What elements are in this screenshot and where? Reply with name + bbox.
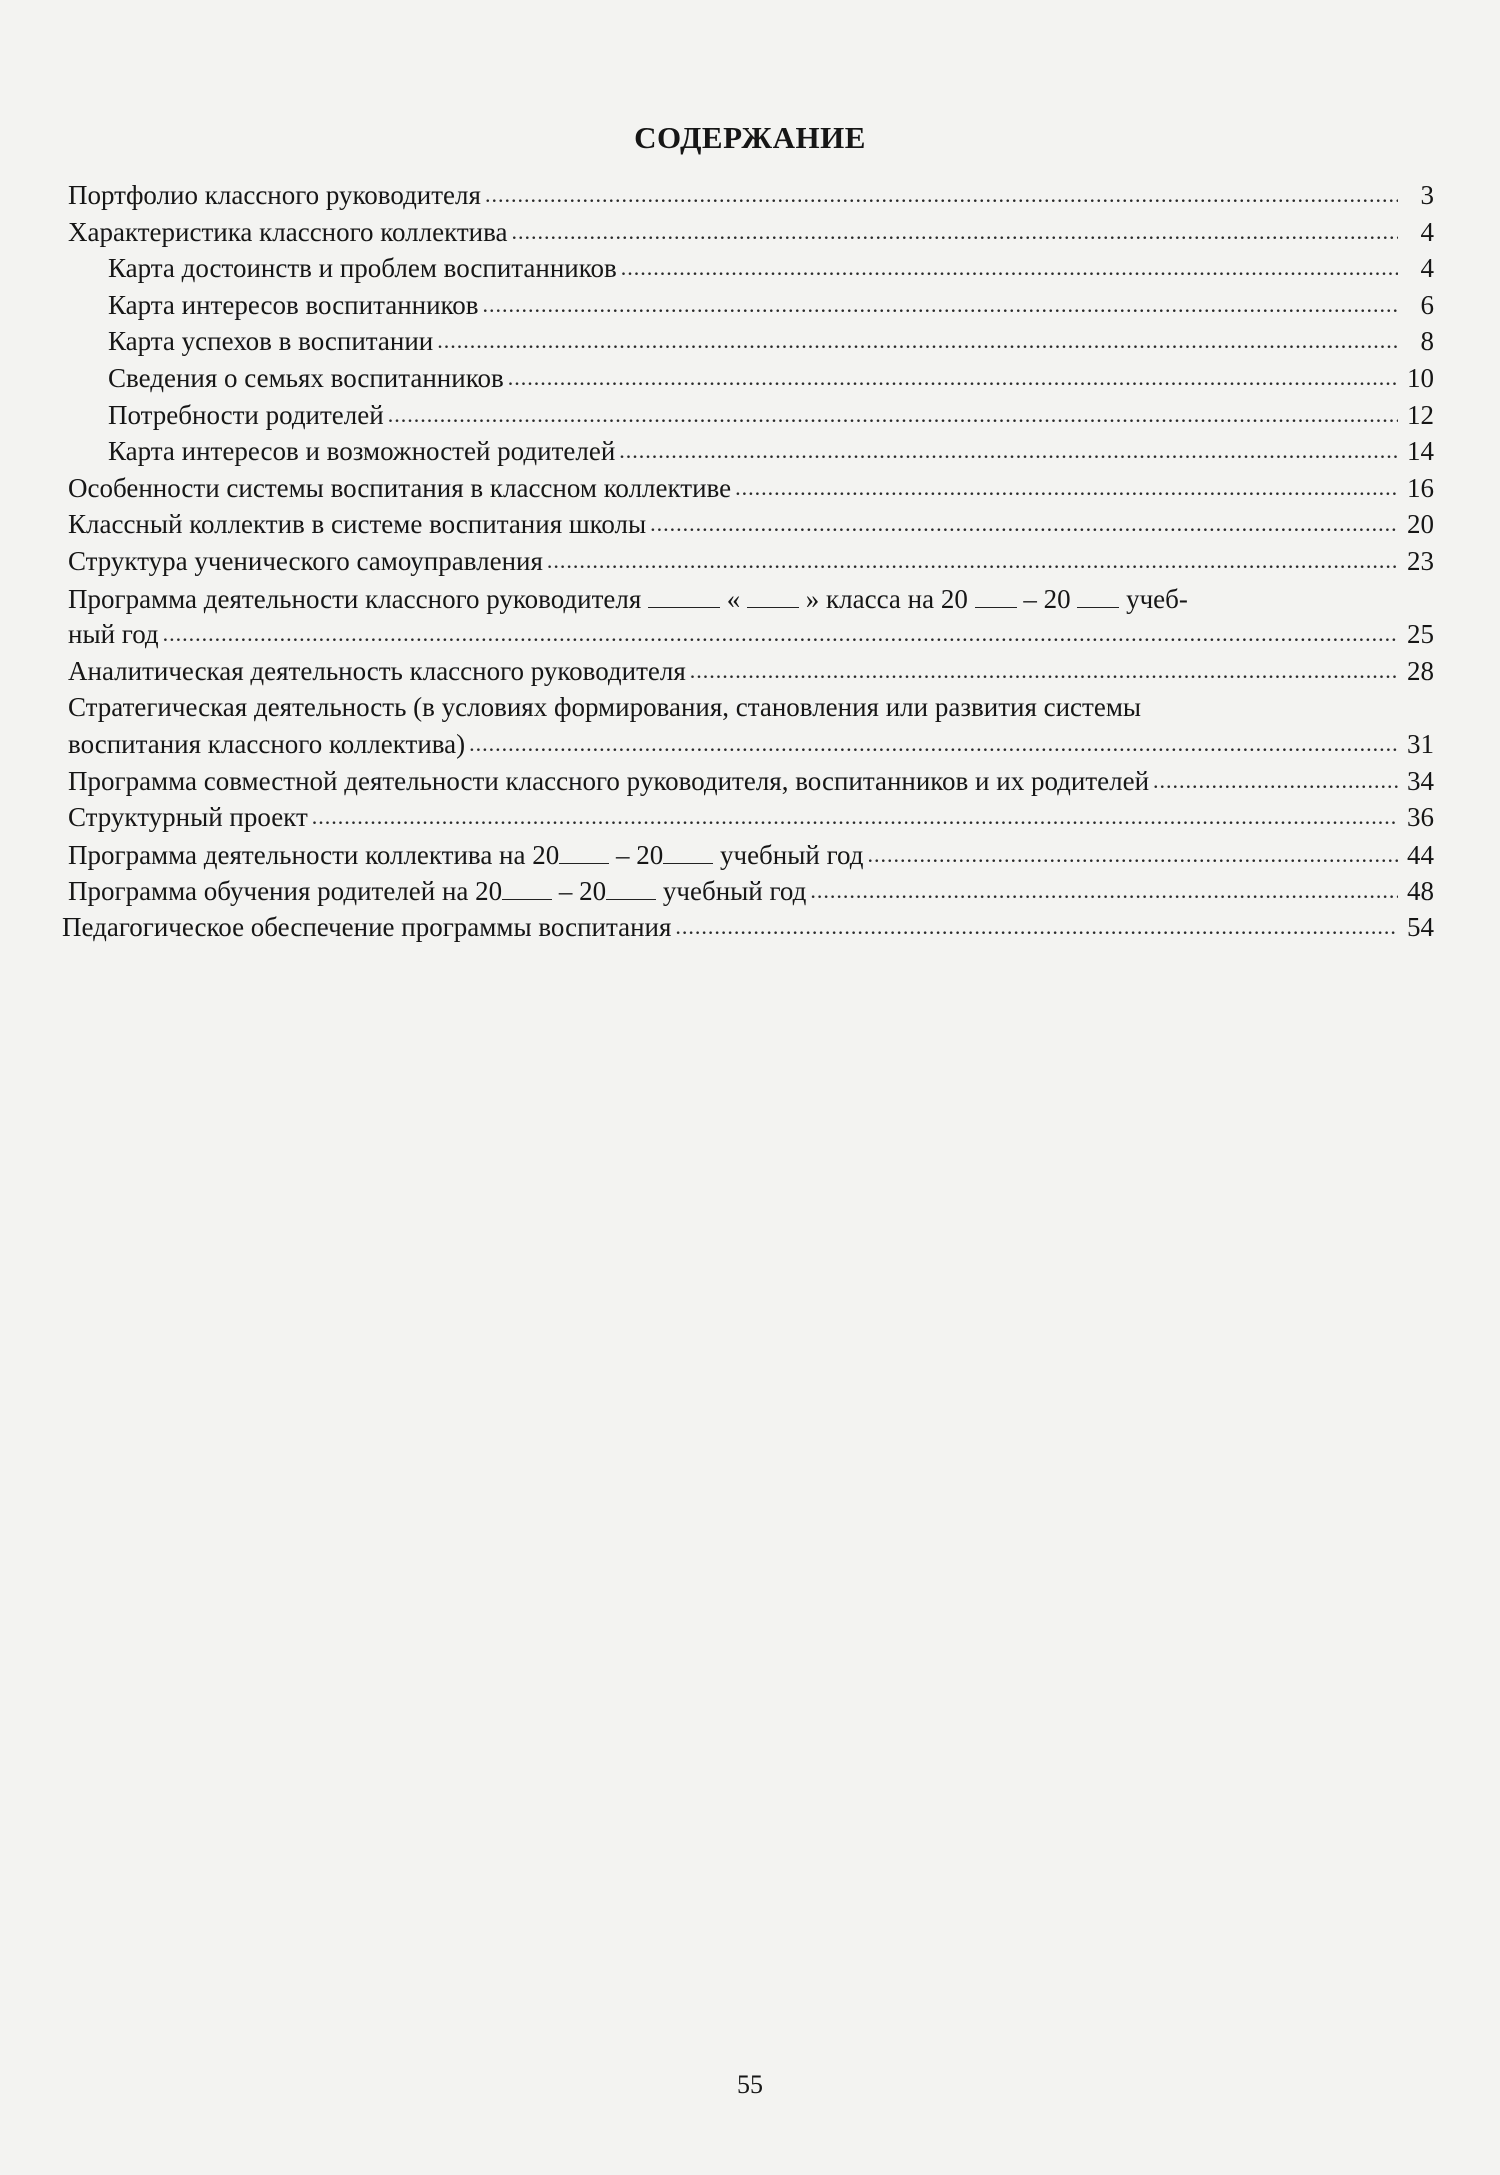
toc-entry-analytical-activity[interactable]: [62, 656, 1434, 693]
toc-entry-title-part: – 20: [1023, 583, 1071, 614]
toc-page-number: 25: [1407, 619, 1434, 650]
toc-entry-title: Потребности родителей: [108, 399, 384, 430]
toc-entry-pedagogical-support[interactable]: [62, 912, 1434, 949]
toc-page-number: 31: [1407, 728, 1434, 759]
toc-entry-title: Стратегическая деятельность (в условиях формирования, становления или развития системы: [68, 692, 1142, 723]
toc-entry-title: воспитания классного коллектива): [68, 728, 466, 759]
toc-entry-title-part: – 20: [615, 839, 664, 870]
toc-dot-leader: [485, 178, 1398, 210]
toc-entry-collective-activity-program[interactable]: [62, 839, 1434, 876]
toc-page-number: 34: [1407, 765, 1434, 796]
toc-entry-title: Карта успехов в воспитании: [108, 326, 434, 357]
toc-entry-parent-education-program[interactable]: [62, 875, 1434, 912]
toc-entry-title: Программа совместной деятельности классного руководителя, воспитанников и их родителей: [68, 765, 1150, 796]
toc-entry-title: Структурный проект: [68, 802, 308, 833]
fill-in-blank: [747, 583, 799, 608]
fill-in-blank: [502, 875, 552, 900]
toc-entry-title-part: учеб-: [1126, 583, 1188, 614]
toc-page-number: 10: [1407, 362, 1434, 393]
toc-entry-parent-needs[interactable]: [62, 400, 1434, 437]
toc-page-number: 12: [1407, 399, 1434, 430]
toc-entry-parent-interests-map[interactable]: [62, 436, 1434, 473]
toc-dot-leader: [547, 544, 1398, 576]
toc-entry-title-part: Программа обучения родителей на 20: [68, 876, 503, 907]
toc-dot-leader: [312, 800, 1398, 832]
toc-entry-upbringing-system-features[interactable]: [62, 473, 1434, 510]
toc-entry-strengths-problems-map[interactable]: [62, 253, 1434, 290]
toc-entry-title: Классный коллектив в системе воспитания школы: [68, 509, 647, 540]
toc-dot-leader: [512, 215, 1399, 247]
toc-entry-title-part: Программа деятельности коллектива на 20: [68, 839, 560, 870]
toc-page-number: 8: [1420, 326, 1434, 357]
fill-in-blank: [648, 583, 720, 608]
toc-entry-title-part: учебный год: [662, 876, 807, 907]
toc-entry-title: Характеристика классного коллектива: [68, 216, 508, 247]
toc-dot-leader: [621, 251, 1398, 283]
toc-page-number: 44: [1407, 839, 1434, 870]
toc-entry-title: Карта интересов воспитанников: [108, 289, 479, 320]
toc-entry-class-in-school-system[interactable]: [62, 509, 1434, 546]
toc-entry-family-info[interactable]: [62, 363, 1434, 400]
page-number: 55: [737, 2070, 763, 2099]
toc-entry-portfolio[interactable]: [62, 180, 1434, 217]
toc-entry-title-part: «: [726, 583, 741, 614]
toc-dot-leader: [437, 324, 1398, 356]
toc-entry-teacher-activity-program[interactable]: [62, 583, 1434, 656]
toc-entry-title: Карта достоинств и проблем воспитанников: [108, 253, 617, 284]
toc-entry-title: [68, 839, 863, 870]
toc-dot-leader: [508, 361, 1398, 393]
table-of-contents: [62, 180, 1434, 948]
toc-entry-strategic-activity[interactable]: [62, 692, 1434, 765]
toc-dot-leader: [675, 910, 1398, 942]
toc-page-number: 4: [1420, 253, 1434, 284]
toc-entry-title: ный год: [68, 619, 159, 650]
fill-in-blank: [606, 875, 656, 900]
toc-dot-leader: [867, 838, 1398, 870]
toc-dot-leader: [388, 398, 1398, 430]
toc-entry-structural-project[interactable]: [62, 802, 1434, 839]
toc-dot-leader: [619, 434, 1398, 466]
toc-entry-pupil-interests-map[interactable]: [62, 290, 1434, 327]
toc-entry-class-characteristics[interactable]: [62, 217, 1434, 254]
toc-page-number: 16: [1407, 472, 1434, 503]
toc-dot-leader: [1153, 764, 1398, 796]
toc-page-number: 3: [1420, 180, 1434, 210]
toc-entry-title-part: учебный год: [719, 839, 864, 870]
toc-entry-student-self-government[interactable]: [62, 546, 1434, 583]
toc-entry-title: Портфолио классного руководителя: [68, 180, 481, 210]
toc-page-number: 20: [1407, 509, 1434, 540]
fill-in-blank: [663, 839, 713, 864]
toc-entry-title: Особенности системы воспитания в классном коллективе: [68, 472, 732, 503]
toc-dot-leader: [163, 617, 1398, 649]
toc-entry-title: Структура ученического самоуправления: [68, 545, 543, 576]
toc-page-number: 6: [1420, 289, 1434, 320]
toc-page-number: 4: [1420, 216, 1434, 247]
fill-in-blank: [975, 583, 1017, 608]
fill-in-blank: [559, 839, 609, 864]
toc-dot-leader: [735, 471, 1398, 503]
toc-page-number: 54: [1407, 911, 1434, 942]
toc-dot-leader: [810, 874, 1398, 906]
toc-dot-leader: [690, 654, 1398, 686]
toc-entry-title: [68, 875, 806, 906]
toc-dot-leader: [483, 288, 1398, 320]
toc-entry-joint-activity-program[interactable]: [62, 766, 1434, 803]
toc-entry-title-part: – 20: [558, 876, 607, 907]
toc-dot-leader: [469, 727, 1398, 759]
toc-entry-title: Программа деятельности классного руководителя: [68, 583, 642, 614]
toc-dot-leader: [650, 507, 1398, 539]
toc-entry-success-map[interactable]: [62, 326, 1434, 363]
toc-page-number: 28: [1407, 655, 1434, 686]
toc-page-number: 23: [1407, 545, 1434, 576]
fill-in-blank: [1077, 583, 1119, 608]
toc-entry-title: Аналитическая деятельность классного руководителя: [68, 655, 686, 686]
page-title: СОДЕРЖАНИЕ: [634, 120, 866, 155]
toc-entry-title: Карта интересов и возможностей родителей: [108, 436, 616, 467]
toc-entry-title-part: » класса на 20: [805, 583, 968, 614]
toc-page-number: 48: [1407, 876, 1434, 907]
toc-entry-title: Сведения о семьях воспитанников: [108, 362, 504, 393]
toc-page-number: 36: [1407, 802, 1434, 833]
toc-entry-title: Педагогическое обеспечение программы воспитания: [62, 911, 672, 942]
toc-page-number: 14: [1407, 436, 1434, 467]
